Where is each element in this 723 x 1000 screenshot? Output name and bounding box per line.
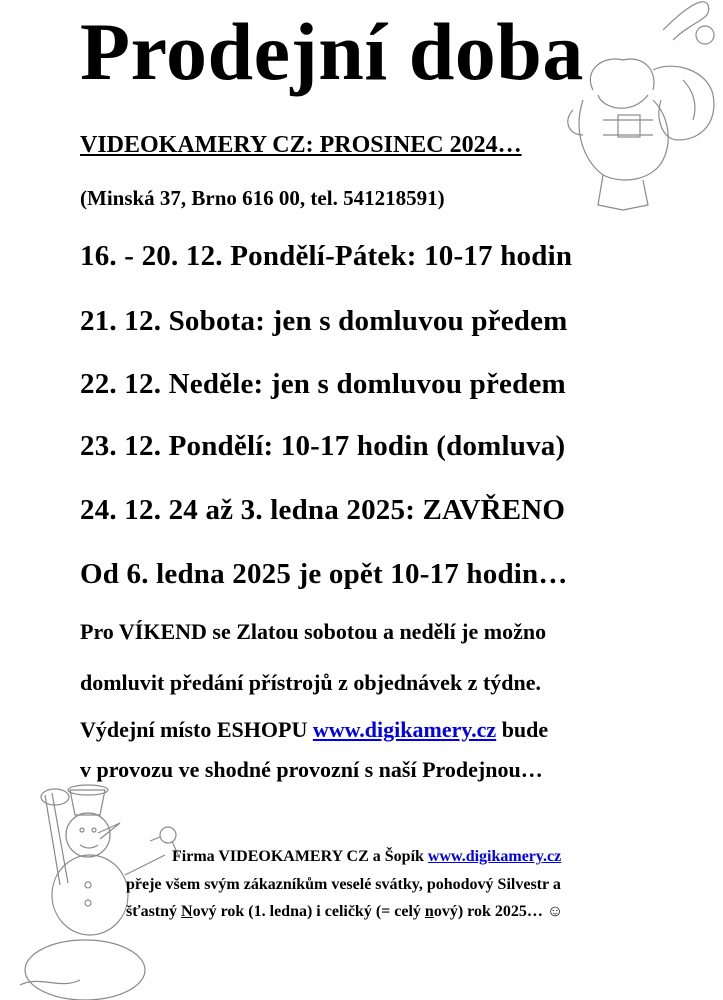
address-line: (Minská 37, Brno 616 00, tel. 541218591) xyxy=(80,186,445,210)
footer-line xyxy=(126,903,563,921)
eshop-link[interactable]: www.digikamery.cz xyxy=(312,717,497,742)
schedule-line: 24. 12. 24 až 3. ledna 2025: ZAVŘENO xyxy=(80,494,566,526)
weekend-note-line: Pro VÍKEND se Zlatou sobotou a nedělí je možno xyxy=(80,619,547,644)
schedule-line: 21. 12. Sobota: jen s domluvou předem xyxy=(80,305,568,337)
footer-text: šťastný xyxy=(126,903,182,920)
eshop-note-line xyxy=(80,717,548,743)
schedule-line: 16. - 20. 12. Pondělí-Pátek: 10-17 hodin xyxy=(80,240,573,272)
footer-line xyxy=(172,848,561,866)
schedule-line: 23. 12. Pondělí: 10-17 hodin (domluva) xyxy=(80,430,566,462)
weekend-note-line: domluvit předání přístrojů z objednávek z týdne. xyxy=(80,670,542,695)
schedule-line: 22. 12. Neděle: jen s domluvou předem xyxy=(80,368,566,400)
footer-text: ový) rok 2025… ☺ xyxy=(433,903,564,920)
footer-prefix: Firma VIDEOKAMERY CZ a Šopík xyxy=(172,848,428,865)
footer-text: N xyxy=(181,903,193,920)
company-heading: VIDEOKAMERY CZ: PROSINEC 2024… xyxy=(80,132,522,158)
footer-line: přeje všem svým zákazníkům veselé svátky, pohodový Silvestr a xyxy=(126,876,561,893)
footer-link[interactable]: www.digikamery.cz xyxy=(427,848,562,865)
eshop-note-suffix: bude xyxy=(496,717,549,742)
page-title: Prodejní doba xyxy=(80,6,584,97)
eshop-note-line: v provozu ve shodné provozní s naší Prodejnou… xyxy=(80,757,543,782)
footer-text: n xyxy=(424,903,434,920)
footer-text: ový rok (1. ledna) i celičký (= celý xyxy=(192,903,425,920)
schedule-line: Od 6. ledna 2025 je opět 10-17 hodin… xyxy=(80,558,568,590)
eshop-note-prefix: Výdejní místo ESHOPU xyxy=(80,717,313,742)
